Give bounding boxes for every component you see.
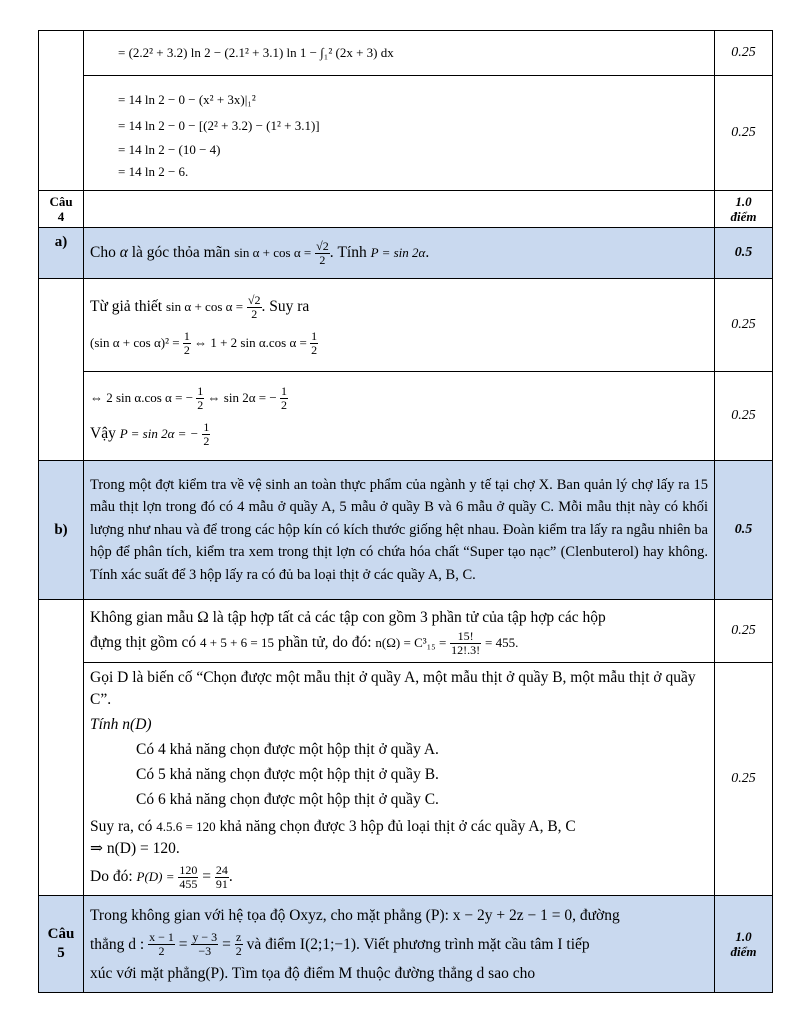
empty-label-cell <box>39 372 84 461</box>
question-5-text: Trong không gian với hệ tọa độ Oxyz, cho mặt phẳng (P): x − 2y + 2z − 1 = 0, đường thẳng d : $\frac{x - 1}{2}$ = $\frac{y - 3}{-3}$ = $\frac{z}{2}$ và điểm I(2;1;−1). Viết phương trình mặt cầu tâm I tiếp xúc với mặt phẳng(P). Tìm tọa độ điểm M thuộc đường thẳng d sao cho <box>84 896 715 993</box>
question-5-label: Câu 5 <box>39 896 84 993</box>
part-b-points: 0.5 <box>715 461 773 600</box>
solution-table <box>38 30 773 993</box>
score-cell: 0.25 <box>715 372 773 461</box>
calc-line: = 14 ln 2 − 0 − [(2² + 3.2) − (1² + 3.1)] <box>118 118 320 133</box>
score-cell: 0.25 <box>715 279 773 372</box>
calc-line: = 14 ln 2 − (10 − 4) <box>118 142 221 157</box>
part-b-label: b) <box>39 461 84 600</box>
score-cell: 0.25 <box>715 31 773 76</box>
empty-label-cell <box>39 600 84 663</box>
part-a-step-1: Từ giả thiết sin α + cos α = $\frac{√2}{2}$ . Suy ra (sin α + cos α)² = $\frac{1}{2}$ ⇔ 1 + 2 sin α.cos α = $\frac{1}{2}$ <box>84 279 715 372</box>
question-4-points: 1.0 điểm <box>715 191 773 228</box>
calc-line: = 14 ln 2 − 0 − (x² + 3x)|₁² <box>118 92 256 107</box>
part-a-label: a) <box>39 228 84 279</box>
part-b-step-2: Gọi D là biến cố “Chọn được một mẫu thịt ở quầy A, một mẫu thịt ở quầy B, một mẫu thịt ở quầy C”. Tính n(D) Có 4 khả năng chọn được một hộp thịt ở quầy A. Có 5 khả năng chọn được một hộp thịt ở quầy B. Có 6 khả năng chọn được một hộp thịt ở quầy C. Suy ra, có 4.5.6 = 120 khả năng chọn được 3 hộp đủ loại thịt ở các quầy A, B, C ⇒ n(D) = 120. Do đó: P(D) = $\frac{120}{455}$ = $\frac{24}{91}$ . <box>84 663 715 896</box>
part-a-points: 0.5 <box>715 228 773 279</box>
empty-label-cell <box>39 31 84 76</box>
empty-label-cell <box>39 76 84 191</box>
integral-line: = (2.2² + 3.2) ln 2 − (2.1² + 3.1) ln 1 − ∫₁² (2x + 3) dx <box>118 45 394 60</box>
question-5-points: 1.0 điểm <box>715 896 773 993</box>
solution-page <box>38 30 771 993</box>
part-b-question: Trong một đợt kiểm tra về vệ sinh an toàn thực phẩm của ngành y tế tại chợ X. Ban quản lý chợ lấy ra 15 mẫu thịt lợn trong đó có 4 mẫu ở quầy A, 5 mẫu ở quầy B và 6 mẫu ở quầy C. Mỗi mẫu thịt này có khối lượng như nhau và để trong các hộp kín có kích thước giống hệt nhau. Đoàn kiểm tra lấy ra ngẫu nhiên ba hộp để phân tích, kiểm tra xem trong thịt lợn có chứa hóa chất “Super tạo nạc” (Clenbuterol) hay không. Tính xác suất để 3 hộp lấy ra có đủ ba loại thịt ở các quầy A, B, C. <box>84 461 715 600</box>
part-b-step-1: Không gian mẫu Ω là tập hợp tất cả các tập con gồm 3 phần tử của tập hợp các hộp đựng thịt gồm có 4 + 5 + 6 = 15 phần tử, do đó: n(Ω) = C³₁₅ = $\frac{15!}{12!.3!}$ = 455. <box>84 600 715 663</box>
question-4-label: Câu 4 <box>39 191 84 228</box>
empty-label-cell <box>39 279 84 372</box>
calc-block-2 <box>84 76 715 191</box>
part-a-step-2: ⇔ 2 sin α.cos α = − $\frac{1}{2}$ ⇔ sin 2α = − $\frac{1}{2}$ Vậy P = sin 2α = − $\frac{1}{2}$ <box>84 372 715 461</box>
score-cell: 0.25 <box>715 663 773 896</box>
calc-line-1 <box>84 31 715 76</box>
calc-line: = 14 ln 2 − 6. <box>118 164 189 179</box>
score-cell: 0.25 <box>715 76 773 191</box>
part-a-question: Cho α là góc thỏa mãn sin α + cos α = $\frac{√2}{2}$ . Tính P = sin 2α. <box>84 228 715 279</box>
score-cell: 0.25 <box>715 600 773 663</box>
empty-cell <box>84 191 715 228</box>
empty-label-cell <box>39 663 84 896</box>
